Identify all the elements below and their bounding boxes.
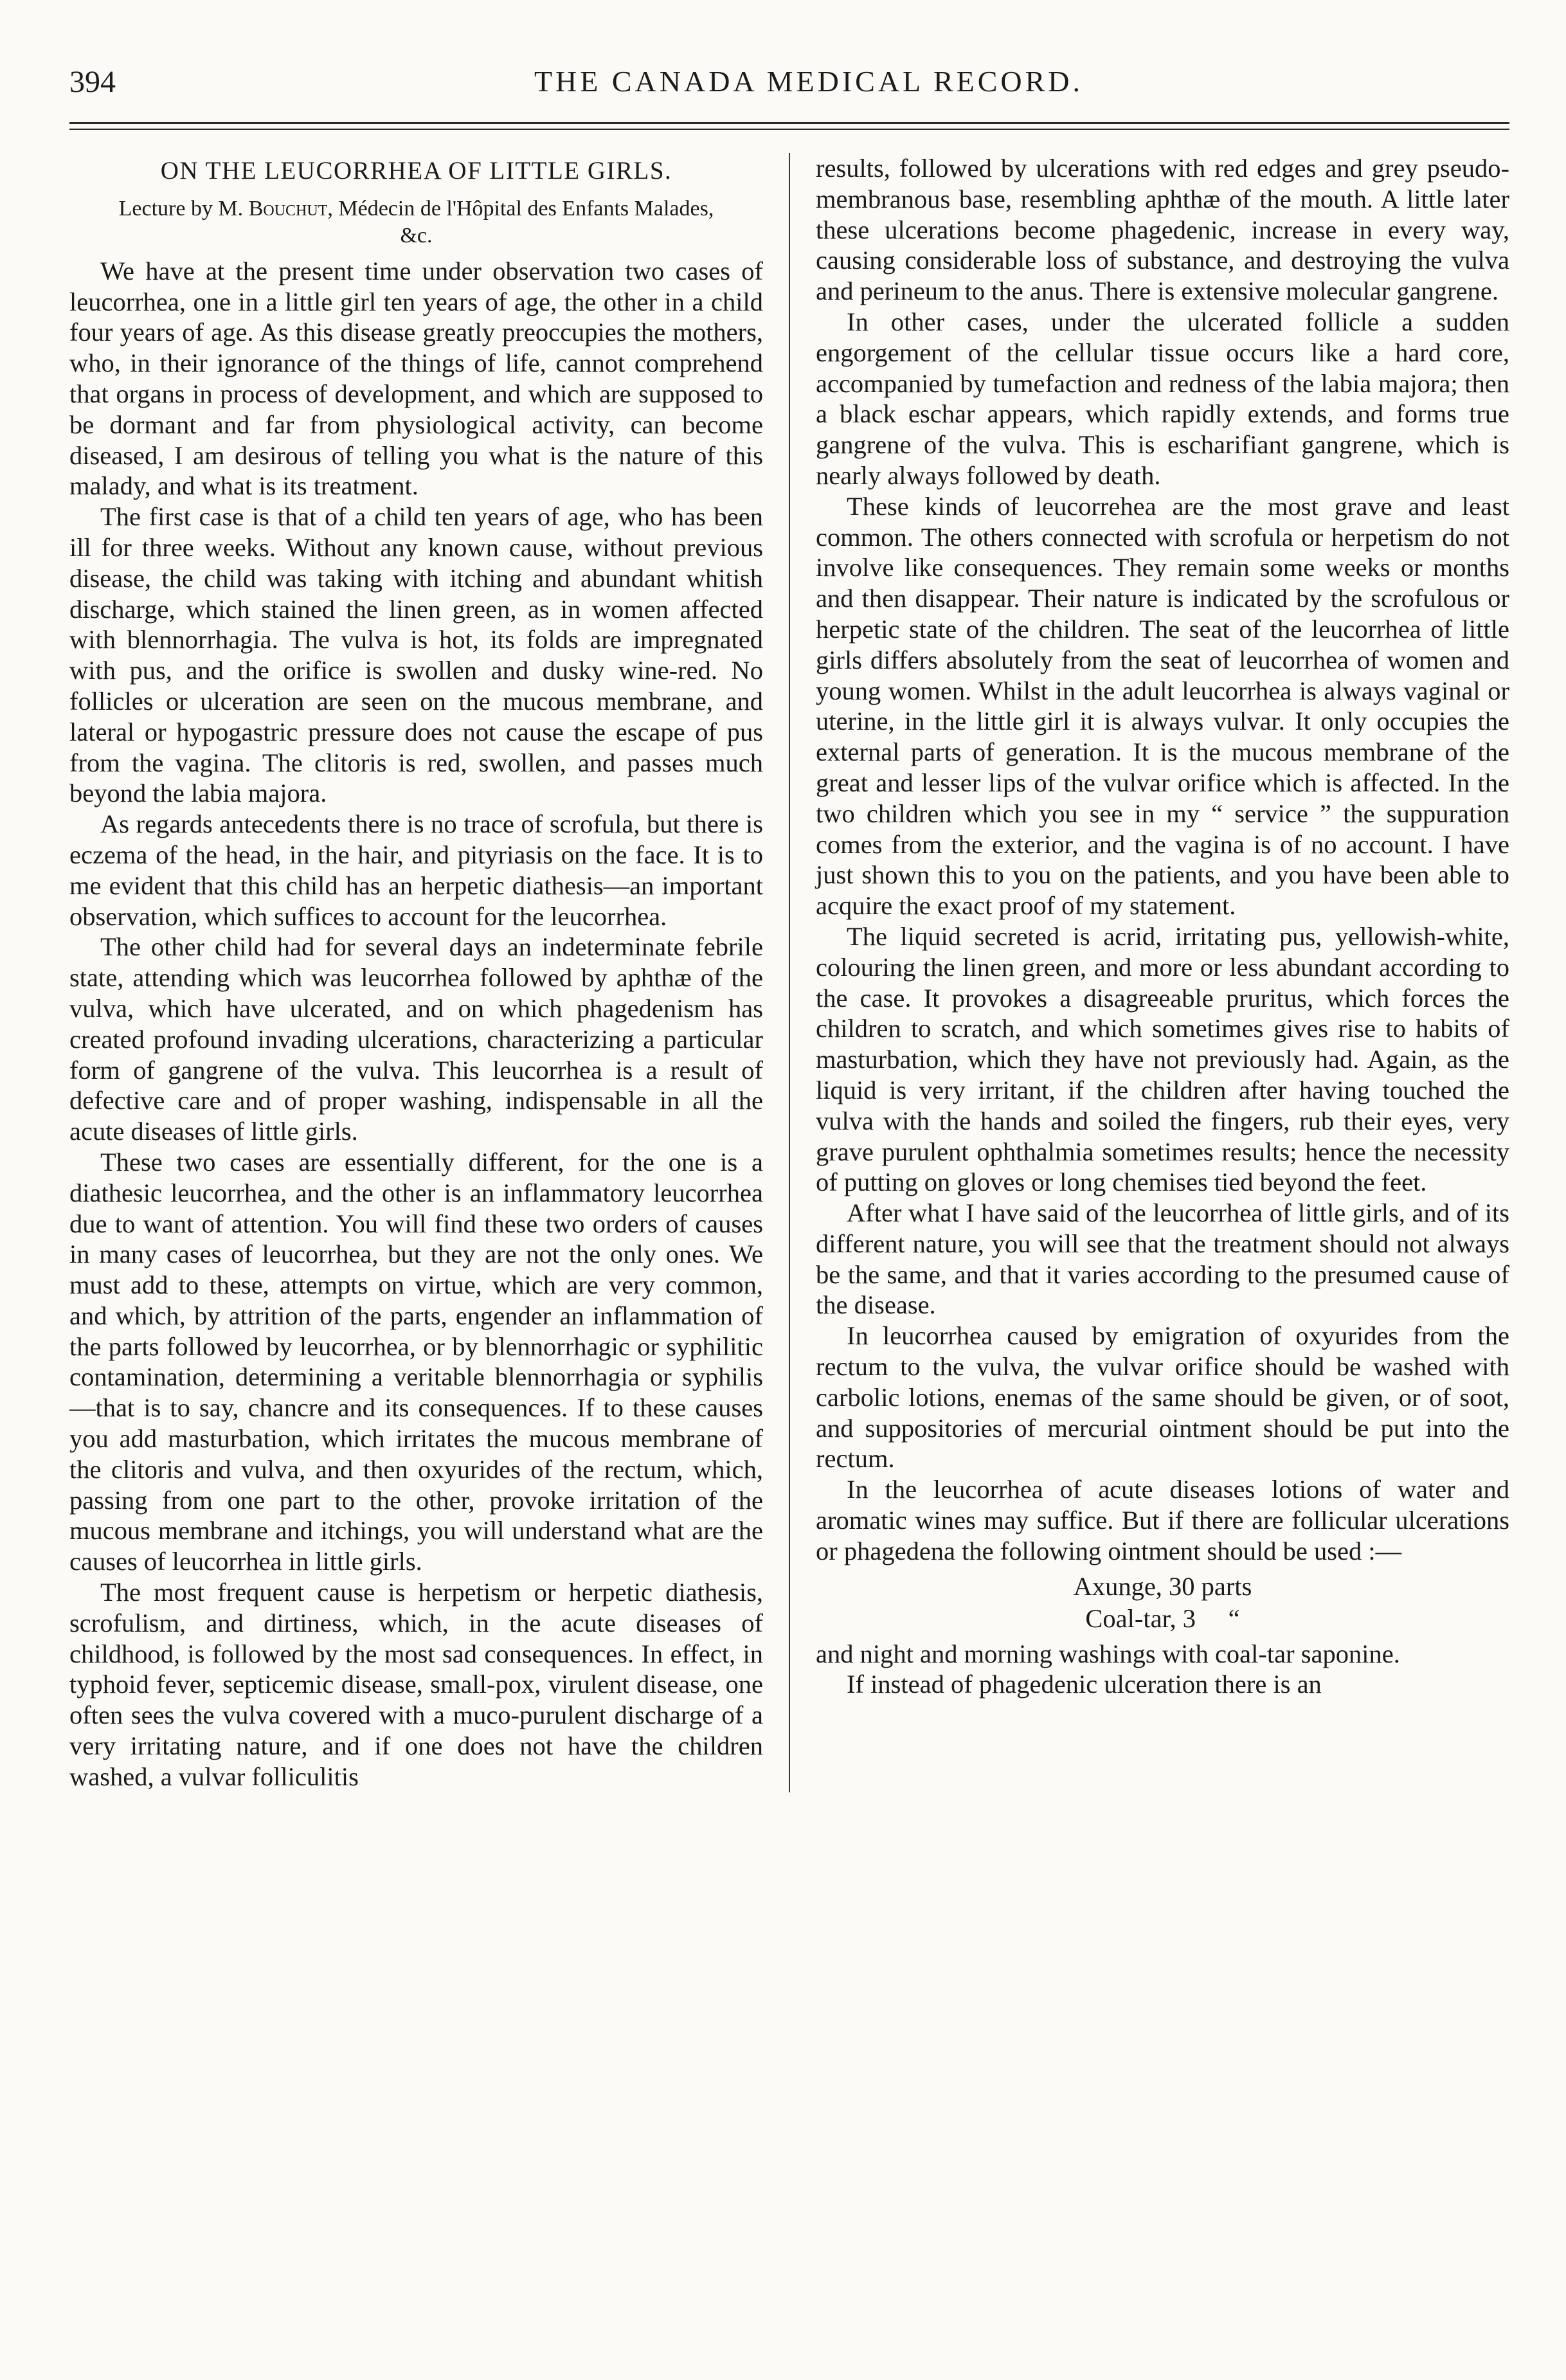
page-number: 394 xyxy=(69,65,116,99)
paragraph: The most frequent cause is herpetism or herpetic diathesis, scrofulism, and dirtiness, which, in the acute diseases of childhood, is followed by the most sad consequences. In effect, in typhoid fever, septicemic disease, small-pox, virulent disease, one often sees the vulva covered with a muco-purulent discharge of a very irritating nature, and if one does not have the children washed, a vulvar folliculitis xyxy=(69,1578,763,1791)
paragraph: and night and morning washings with coal-tar saponine. xyxy=(816,1639,1400,1668)
left-column xyxy=(69,153,789,1792)
paragraph: These two cases are essentially different, for the one is a diathesic leucorrhea, and the other is an inflammatory leucorrhea due to want of attention. You will find these two orders of causes in many cases of leucorrhea, but they are not the only ones. We must add to these, attempts on virtue, which are very common, and which, by attrition of the parts, engender an inflammation of the parts followed by leucorrhea, or by blennorrhagic or syphilitic contamination, determining a veritable blennorrhagia or syphilis —that is to say, chancre and its consequences. If to these causes you add masturbation, which irritates the mucous membrane of the clitoris and vulva, and then oxyurides of the rectum, which, passing from one part to the other, provoke irritation of the mucous membrane and itchings, you will understand what are the causes of leucorrhea in little girls. xyxy=(69,1147,763,1576)
article-title: ON THE LEUCORRHEA OF LITTLE GIRLS. xyxy=(160,157,672,185)
paragraph: As regards antecedents there is no trace of scrofula, but there is eczema of the head, in the hair, and pityriasis on the face. It is to me evident that this child has an herpetic diathesis—an important observation, which suffices to account for the leucorrhea. xyxy=(69,809,763,931)
paragraph: In other cases, under the ulcerated follicle a sudden engorgement of the cellular tissue occurs like a hard core, accompanied by tumefaction and redness of the labia majora; then a black eschar appears, which rapidly extends, and forms true gangrene of the vulva. This is escharifiant gangrene, which is nearly always followed by death. xyxy=(816,307,1509,490)
running-head xyxy=(69,64,1509,111)
recipe-line: Coal-tar, 3 “ xyxy=(1085,1603,1240,1633)
recipe-line: Axunge, 30 parts xyxy=(1073,1571,1252,1601)
article-columns xyxy=(69,153,1509,1792)
journal-title: THE CANADA MEDICAL RECORD. xyxy=(534,65,1084,98)
paragraph: The other child had for several days an indeterminate febrile state, attending which was leucorrhea followed by aphthæ of the vulva, which have ulcerated, and on which phagedenism has created profound invading ulcerations, characterizing a particular form of gangrene of the vulva. This leucorrhea is a result of defective care and of proper washing, indispensable in all the acute diseases of little girls. xyxy=(69,932,763,1146)
paragraph: In the leucorrhea of acute diseases lotions of water and aromatic wines may suffice. But if there are follicular ulcerations or phagedena the following ointment should be used :— xyxy=(816,1475,1509,1565)
paragraph: In leucorrhea caused by emigration of oxyurides from the rectum to the vulva, the vulvar orifice should be washed with carbolic lotions, enemas of the same should be given, or of soot, and suppositories of mercurial ointment should be put into the rectum. xyxy=(816,1321,1509,1474)
paragraph-continued: results, followed by ulcerations with red edges and grey pseudo-membranous base, resembling aphthæ of the mouth. A little later these ulcerations become phagedenic, increase in every way, causing considerable loss of substance, and destroying the vulva and perineum to the anus. There is extensive molecular gangrene. xyxy=(816,154,1509,306)
right-column xyxy=(789,153,1509,1792)
paragraph: We have at the present time under observation two cases of leucorrhea, one in a little girl ten years of age, the other in a child four years of age. As this disease greatly preoccupies the mothers, who, in their ignorance of the things of life, cannot comprehend that organs in process of development, and which are supposed to be dormant and far from physiological activity, can become diseased, I am desirous of telling you what is the nature of this malady, and what is its treatment. xyxy=(69,256,763,501)
header-rule-thin xyxy=(69,129,1509,130)
byline-prefix: Lecture by M. xyxy=(118,196,244,221)
byline-suffix: , Médecin de l'Hôpital des Enfants Malades, &c. xyxy=(327,196,714,248)
paragraph: After what I have said of the leucorrhea of little girls, and of its different nature, you will see that the treatment should not always be the same, and that it varies according to the presumed cause of the disease. xyxy=(816,1198,1509,1320)
paragraph: If instead of phagedenic ulceration there is an xyxy=(847,1670,1322,1699)
paragraph: The first case is that of a child ten years of age, who has been ill for three weeks. Without any known cause, without previous disease, the child was taking with itching and abundant whitish discharge, which stained the linen green, as in women affected with blennorrhagia. The vulva is hot, its folds are impregnated with pus, and the orifice is swollen and dusky wine-red. No follicles or ulceration are seen on the mucous membrane, and lateral or hypogastric pressure does not cause the escape of pus from the vagina. The clitoris is red, swollen, and passes much beyond the labia majora. xyxy=(69,502,763,808)
header-rule xyxy=(69,122,1509,124)
article-byline xyxy=(102,195,731,249)
paragraph: These kinds of leucorrehea are the most grave and least common. The others connected with scrofula or herpetism do not involve like consequences. They remain some weeks or months and then disappear. Their nature is indicated by the scrofulous or herpetic state of the children. The seat of the leucorrhea of little girls differs absolutely from the seat of leucorrhea of women and young women. Whilst in the adult leucorrhea is always vaginal or uterine, in the little girl it is always vulvar. It only occupies the external parts of generation. It is the mucous membrane of the great and lesser lips of the vulvar orifice which is affected. In the two children which you see in my “ service ” the suppuration comes from the exterior, and the vagina is of no account. I have just shown this to you on the patients, and you have been able to acquire the exact proof of my statement. xyxy=(816,491,1509,921)
paragraph: The liquid secreted is acrid, irritating pus, yellowish-white, colouring the linen green, and more or less abundant according to the case. It provokes a disagreeable pruritus, which forces the children to scratch, and which sometimes gives rise to habits of masturbation, which they have not previously had. Again, as the liquid is very irritant, if the children after having touched the vulva with the hands and soiled the fingers, rub their eyes, very grave purulent ophthalmia sometimes results; hence the necessity of putting on gloves or long chemises tied beyond the feet. xyxy=(816,921,1509,1197)
author-name: Bouchut xyxy=(248,196,328,221)
ointment-recipe xyxy=(816,1571,1509,1635)
